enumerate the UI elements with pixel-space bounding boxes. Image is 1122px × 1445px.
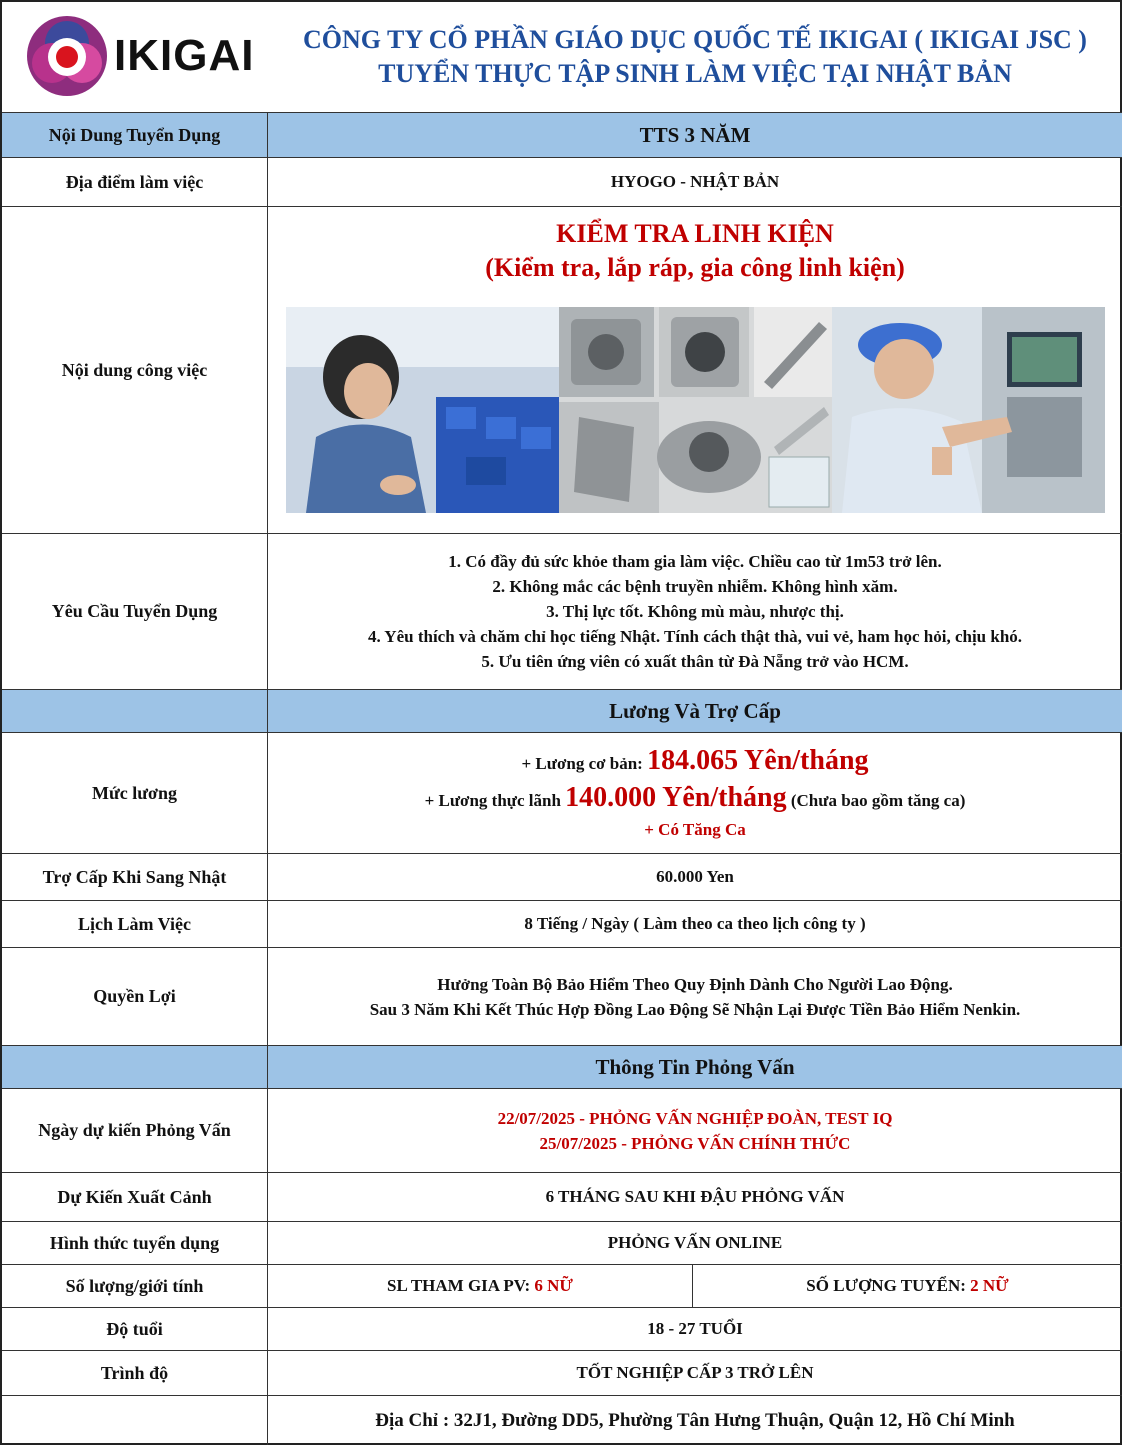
job-subtitle: (Kiểm tra, lắp ráp, gia công linh kiện) — [485, 253, 905, 282]
benefits-content — [268, 948, 1122, 1045]
allowance-label: Trợ Cấp Khi Sang Nhật — [2, 854, 268, 900]
benefit-line-2: Sau 3 Năm Khi Kết Thúc Hợp Đồng Lao Động Sẽ Nhận Lại Được Tiền Bảo Hiểm Nenkin. — [369, 999, 1021, 1019]
recruit-label: Nội Dung Tuyển Dụng — [2, 113, 268, 157]
age-row — [2, 1308, 1122, 1351]
job-label: Nội dung công việc — [2, 207, 268, 533]
schedule-value: 8 Tiếng / Ngày ( Làm theo ca theo lịch công ty ) — [524, 914, 866, 933]
interview-date-label: Ngày dự kiến Phỏng Vấn — [2, 1089, 268, 1172]
salary-label: Mức lương — [2, 733, 268, 853]
format-row — [2, 1222, 1122, 1265]
education-row — [2, 1351, 1122, 1396]
job-content — [268, 207, 1122, 533]
departure-label: Dự Kiến Xuất Cảnh — [2, 1173, 268, 1221]
logo-text: IKIGAI — [114, 31, 255, 80]
recruit-count-cell — [693, 1265, 1122, 1307]
salary-content — [268, 733, 1122, 853]
age-label: Độ tuổi — [2, 1308, 268, 1350]
job-photos — [286, 307, 1105, 513]
photo-worker-inspecting — [286, 307, 559, 513]
requirement-item: 1. Có đầy đủ sức khỏe tham gia làm việc. Chiều cao từ 1m53 trở lên. — [448, 552, 942, 571]
education-label: Trình độ — [2, 1351, 268, 1395]
interview-date-row — [2, 1089, 1122, 1173]
job-row — [2, 207, 1122, 534]
departure-value: 6 THÁNG SAU KHI ĐẬU PHỎNG VẤN — [545, 1187, 845, 1206]
quantity-label: Số lượng/giới tính — [2, 1265, 268, 1307]
interview-date-line-2: 25/07/2025 - PHỎNG VẤN CHÍNH THỨC — [539, 1133, 851, 1153]
ikigai-logo-icon — [26, 15, 108, 97]
requirements-row — [2, 534, 1122, 690]
basic-salary-value: 184.065 Yên/tháng — [647, 745, 869, 776]
allowance-value: 60.000 Yen — [656, 867, 734, 886]
interview-section-title: Thông Tin Phỏng Vấn — [268, 1046, 1122, 1088]
age-value: 18 - 27 TUỔI — [647, 1319, 743, 1338]
departure-row — [2, 1173, 1122, 1222]
interview-date-line-1: 22/07/2025 - PHỎNG VẤN NGHIỆP ĐOÀN, TEST IQ — [497, 1108, 893, 1128]
net-salary-value: 140.000 Yên/tháng — [565, 782, 787, 813]
requirement-item: 2. Không mắc các bệnh truyền nhiễm. Không hình xăm. — [492, 577, 898, 596]
requirement-item: 4. Yêu thích và chăm chỉ học tiếng Nhật. Tính cách thật thà, vui vẻ, ham học hỏi, chịu khó. — [367, 627, 1023, 646]
address: Địa Chỉ : 32J1, Đường DD5, Phường Tân Hưng Thuận, Quận 12, Hồ Chí Minh — [375, 1409, 1015, 1431]
quantity-row — [2, 1265, 1122, 1308]
net-salary-prefix: + Lương thực lãnh — [424, 791, 561, 810]
participants-label: SL THAM GIA PV: — [387, 1276, 531, 1295]
recruit-count-value: 2 NỮ — [970, 1276, 1009, 1295]
requirement-item: 3. Thị lực tốt. Không mù màu, nhược thị. — [546, 602, 844, 621]
location-value: HYOGO - NHẬT BẢN — [610, 172, 780, 191]
basic-salary-prefix: + Lương cơ bản: — [521, 754, 643, 773]
location-label: Địa điểm làm việc — [2, 158, 268, 206]
benefits-row — [2, 948, 1122, 1046]
requirements-list — [268, 534, 1122, 689]
title-line-2: TUYỂN THỰC TẬP SINH LÀM VIỆC TẠI NHẬT BẢN — [378, 59, 1012, 88]
address-row — [2, 1396, 1122, 1445]
salary-section-title: Lương Và Trợ Cấp — [268, 690, 1122, 732]
benefit-line-1: Hưởng Toàn Bộ Bảo Hiểm Theo Quy Định Dành Cho Người Lao Động. — [437, 974, 953, 994]
salary-section-row — [2, 690, 1122, 733]
company-logo — [26, 12, 266, 100]
schedule-row — [2, 901, 1122, 948]
allowance-row — [2, 854, 1122, 901]
recruit-count-label: SỐ LƯỢNG TUYỂN: — [806, 1276, 966, 1295]
participants-cell — [268, 1265, 693, 1307]
requirements-label: Yêu Cầu Tuyển Dụng — [2, 534, 268, 689]
education-value: TỐT NGHIỆP CẤP 3 TRỞ LÊN — [576, 1363, 814, 1382]
job-title: KIỂM TRA LINH KIỆN — [556, 219, 834, 248]
header — [2, 2, 1122, 113]
interview-section-row — [2, 1046, 1122, 1089]
benefits-label: Quyền Lợi — [2, 948, 268, 1045]
location-row — [2, 158, 1122, 207]
format-value: PHỎNG VẤN ONLINE — [607, 1233, 783, 1252]
photo-machine-operator — [832, 307, 1105, 513]
format-label: Hình thức tuyển dụng — [2, 1222, 268, 1264]
requirement-item: 5. Ưu tiên ứng viên có xuất thân từ Đà Nẵng trở vào HCM. — [481, 652, 909, 671]
net-salary-line — [425, 781, 966, 818]
photo-metal-parts — [559, 307, 832, 513]
schedule-label: Lịch Làm Việc — [2, 901, 268, 947]
recruit-row — [2, 113, 1122, 158]
overtime-note: + Có Tăng Ca — [644, 820, 746, 839]
net-salary-note: (Chưa bao gồm tăng ca) — [790, 791, 966, 810]
participants-value: 6 NỮ — [534, 1276, 573, 1295]
title-line-1: CÔNG TY CỔ PHẦN GIÁO DỤC QUỐC TẾ IKIGAI ( IKIGAI JSC ) — [303, 25, 1087, 54]
company-title — [268, 2, 1122, 112]
recruit-value: TTS 3 NĂM — [268, 113, 1122, 157]
interview-date-content — [268, 1089, 1122, 1172]
salary-row — [2, 733, 1122, 854]
basic-salary-line — [521, 744, 868, 781]
